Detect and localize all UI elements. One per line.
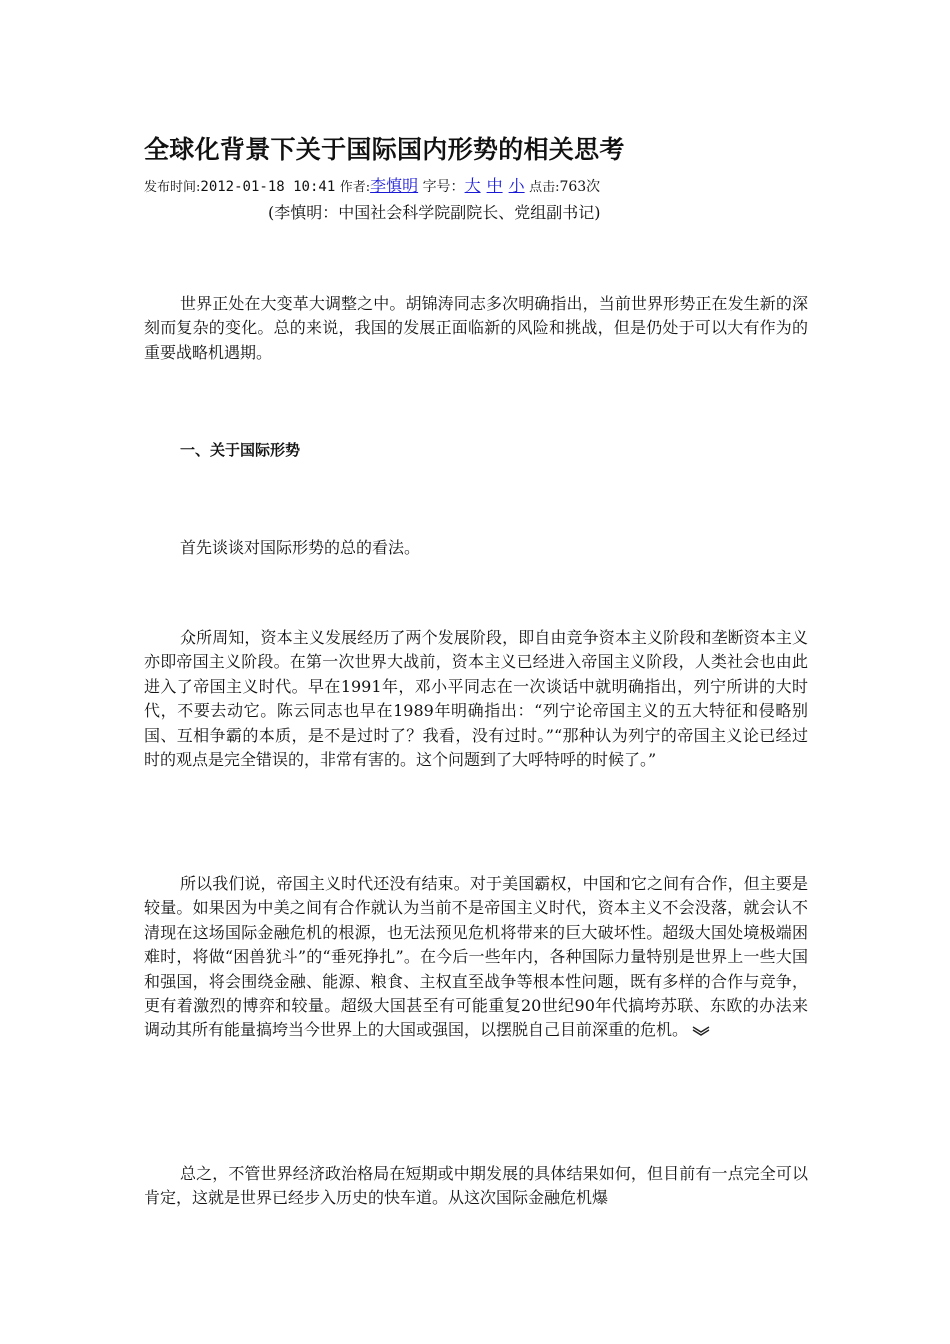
chevron-down-icon[interactable] [692, 1026, 710, 1036]
paragraph-era [144, 872, 808, 1043]
published-date: 2012-01-18 10:41 [200, 179, 336, 195]
paragraph-era-text: 所以我们说，帝国主义时代还没有结束。对于美国霸权，中国和它之间有合作，但主要是较量。如果因为中美之间有合作就认为当前不是帝国主义时代，资本主义不会没落，就会认不清现在这场国际金融危机的根源，也无法预见危机将带来的巨大破坏性。超级大国处境极端困难时，将做“困兽犹斗”的“垂死挣扎”。在今后一些年内，各种国际力量特别是世界上一些大国和强国，将会围绕金融、能源、粮食、主权直至战争等根本性问题，既有多样的合作与竞争，更有着激烈的博弈和较量。超级大国甚至有可能重复20世纪90年代搞垮苏联、东欧的办法来调动其所有能量搞垮当今世界上的大国或强国，以摆脱自己目前深重的危机。 [144, 874, 808, 1040]
article-title: 全球化背景下关于国际国内形势的相关思考 [144, 135, 625, 164]
section-heading: 一、关于国际形势 [180, 441, 301, 459]
article-meta [144, 176, 600, 198]
font-size-label: 字号： [422, 179, 465, 195]
published-label: 发布时间: [144, 180, 201, 195]
author-affiliation: (李慎明：中国社会科学院副院长、党组副书记) [268, 203, 601, 222]
click-count-label: 点击: [529, 180, 560, 195]
paragraph-imperialism: 众所周知，资本主义发展经历了两个发展阶段，即自由竞争资本主义阶段和垄断资本主义亦即帝国主义阶段。在第一次世界大战前，资本主义已经进入帝国主义阶段，人类社会也由此进入了帝国主义时代。早在1991年，邓小平同志在一次谈话中就明确指出，列宁所讲的大时代，不要去动它。陈云同志也早在1989年明确指出：“列宁论帝国主义的五大特征和侵略别国、互相争霸的本质，是不是过时了？我看，没有过时。”“那种认为列宁的帝国主义论已经过时的观点是完全错误的，非常有害的。这个问题到了大呼特呼的时候了。” [144, 628, 808, 770]
author-link[interactable]: 李慎明 [370, 176, 419, 195]
font-size-medium-link[interactable]: 中 [486, 176, 503, 195]
click-count: 763次 [559, 179, 601, 195]
paragraph-conclusion: 总之，不管世界经济政治格局在短期或中期发展的具体结果如何，但目前有一点完全可以肯定，这就是世界已经步入历史的快车道。从这次国际金融危机爆 [144, 1164, 808, 1208]
paragraph-overview: 首先谈谈对国际形势的总的看法。 [180, 538, 421, 557]
author-label: 作者: [339, 180, 371, 195]
font-size-large-link[interactable]: 大 [464, 176, 481, 195]
font-size-small-link[interactable]: 小 [508, 176, 525, 195]
paragraph-intro: 世界正处在大变革大调整之中。胡锦涛同志多次明确指出，当前世界形势正在发生新的深刻而复杂的变化。总的来说，我国的发展正面临新的风险和挑战，但是仍处于可以大有作为的重要战略机遇期。 [144, 294, 808, 362]
